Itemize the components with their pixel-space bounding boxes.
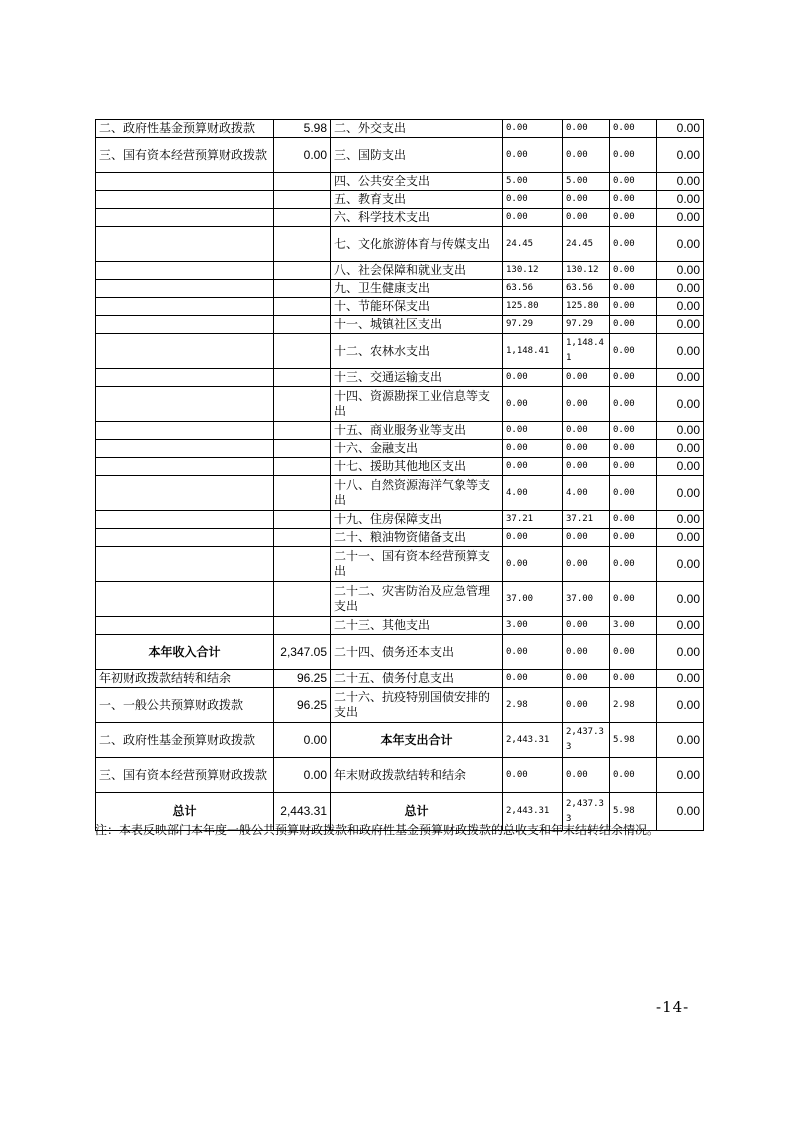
table-note: 注：本表反映部门本年度一般公共预算财政拨款和政府性基金预算财政拨款的总收支和年末结转结余情况。 — [95, 823, 660, 837]
expense-capital: 0.00 — [657, 670, 704, 688]
empty-cell — [274, 458, 331, 476]
expense-fund: 0.00 — [610, 511, 657, 529]
expense-total: 0.00 — [503, 120, 563, 138]
expense-capital: 0.00 — [657, 280, 704, 298]
empty-cell — [274, 422, 331, 440]
expense-general: 0.00 — [563, 387, 610, 422]
expense-fund: 0.00 — [610, 635, 657, 670]
expense-name: 十八、自然资源海洋气象等支出 — [331, 476, 503, 511]
expense-capital: 0.00 — [657, 635, 704, 670]
expense-total: 0.00 — [503, 440, 563, 458]
empty-cell — [274, 511, 331, 529]
income-label: 二、政府性基金预算财政拨款 — [96, 723, 274, 758]
expense-general: 0.00 — [563, 529, 610, 547]
empty-cell — [96, 511, 274, 529]
table-row — [96, 440, 704, 458]
expense-general: 63.56 — [563, 280, 610, 298]
empty-cell — [274, 298, 331, 316]
expense-capital: 0.00 — [657, 316, 704, 334]
expense-capital: 0.00 — [657, 547, 704, 582]
expense-name: 九、卫生健康支出 — [331, 280, 503, 298]
expense-fund: 0.00 — [610, 173, 657, 191]
expense-fund: 0.00 — [610, 387, 657, 422]
expense-capital: 0.00 — [657, 422, 704, 440]
expense-general: 0.00 — [563, 617, 610, 635]
expense-total: 0.00 — [503, 529, 563, 547]
table-row — [96, 582, 704, 617]
expense-general: 0.00 — [563, 688, 610, 723]
table-row — [96, 458, 704, 476]
income-total-label: 本年收入合计 — [96, 635, 274, 670]
expense-fund: 0.00 — [610, 440, 657, 458]
empty-cell — [274, 191, 331, 209]
empty-cell — [96, 191, 274, 209]
expense-name: 二十二、灾害防治及应急管理支出 — [331, 582, 503, 617]
expense-fund: 0.00 — [610, 369, 657, 387]
expense-capital: 0.00 — [657, 440, 704, 458]
expense-fund: 0.00 — [610, 529, 657, 547]
expense-total: 0.00 — [503, 369, 563, 387]
expense-name: 十六、金融支出 — [331, 440, 503, 458]
empty-cell — [96, 458, 274, 476]
expense-fund: 0.00 — [610, 209, 657, 227]
table-row — [96, 316, 704, 334]
expense-general: 0.00 — [563, 138, 610, 173]
empty-cell — [96, 298, 274, 316]
table-row — [96, 723, 704, 758]
expense-total: 2.98 — [503, 688, 563, 723]
expense-capital: 0.00 — [657, 387, 704, 422]
expense-total: 5.00 — [503, 173, 563, 191]
expense-capital: 0.00 — [657, 120, 704, 138]
expense-name: 年末财政拨款结转和结余 — [331, 758, 503, 793]
expense-total: 2,443.31 — [503, 793, 563, 831]
expense-capital: 0.00 — [657, 723, 704, 758]
expense-total: 0.00 — [503, 547, 563, 582]
expense-total: 0.00 — [503, 758, 563, 793]
table-row — [96, 120, 704, 138]
expense-name: 二十、粮油物资储备支出 — [331, 529, 503, 547]
expense-name: 二十一、国有资本经营预算支出 — [331, 547, 503, 582]
expense-fund: 0.00 — [610, 262, 657, 280]
table-row — [96, 670, 704, 688]
expense-name: 十二、农林水支出 — [331, 334, 503, 369]
expense-general: 37.00 — [563, 582, 610, 617]
expense-total: 63.56 — [503, 280, 563, 298]
expense-fund: 0.00 — [610, 458, 657, 476]
expense-general: 0.00 — [563, 120, 610, 138]
empty-cell — [96, 387, 274, 422]
empty-cell — [274, 440, 331, 458]
empty-cell — [96, 227, 274, 262]
expense-general: 2,437.33 — [563, 793, 610, 831]
expense-fund: 0.00 — [610, 670, 657, 688]
expense-total: 0.00 — [503, 458, 563, 476]
empty-cell — [274, 617, 331, 635]
expense-general: 0.00 — [563, 209, 610, 227]
empty-cell — [274, 529, 331, 547]
expense-total: 24.45 — [503, 227, 563, 262]
expense-general: 0.00 — [563, 369, 610, 387]
expense-capital: 0.00 — [657, 138, 704, 173]
empty-cell — [274, 173, 331, 191]
income-label: 一、一般公共预算财政拨款 — [96, 688, 274, 723]
expense-total: 130.12 — [503, 262, 563, 280]
expense-total: 2,443.31 — [503, 723, 563, 758]
expense-general: 0.00 — [563, 458, 610, 476]
income-label: 二、政府性基金预算财政拨款 — [96, 120, 274, 138]
empty-cell — [274, 476, 331, 511]
income-value: 96.25 — [274, 688, 331, 723]
income-value: 0.00 — [274, 758, 331, 793]
empty-cell — [96, 173, 274, 191]
expense-general: 0.00 — [563, 191, 610, 209]
empty-cell — [274, 334, 331, 369]
expense-fund: 0.00 — [610, 422, 657, 440]
expense-total: 0.00 — [503, 387, 563, 422]
expense-fund: 2.98 — [610, 688, 657, 723]
expense-name: 二、外交支出 — [331, 120, 503, 138]
table-row — [96, 227, 704, 262]
table-row — [96, 635, 704, 670]
expense-name: 二十五、债务付息支出 — [331, 670, 503, 688]
expense-fund: 0.00 — [610, 191, 657, 209]
table-row — [96, 369, 704, 387]
expense-total: 0.00 — [503, 209, 563, 227]
expense-fund: 0.00 — [610, 334, 657, 369]
expense-total: 37.00 — [503, 582, 563, 617]
empty-cell — [96, 529, 274, 547]
table-row — [96, 298, 704, 316]
expense-name: 十、节能环保支出 — [331, 298, 503, 316]
table-row — [96, 688, 704, 723]
expense-general: 125.80 — [563, 298, 610, 316]
income-value: 5.98 — [274, 120, 331, 138]
table-row — [96, 547, 704, 582]
expense-general: 0.00 — [563, 758, 610, 793]
income-label: 三、国有资本经营预算财政拨款 — [96, 138, 274, 173]
expense-grand-total-label: 总计 — [331, 793, 503, 831]
expense-total: 0.00 — [503, 138, 563, 173]
expense-fund: 0.00 — [610, 298, 657, 316]
expense-general: 0.00 — [563, 440, 610, 458]
expense-capital: 0.00 — [657, 227, 704, 262]
empty-cell — [274, 387, 331, 422]
expense-total: 0.00 — [503, 670, 563, 688]
expense-capital: 0.00 — [657, 298, 704, 316]
expense-general: 24.45 — [563, 227, 610, 262]
expense-name: 七、文化旅游体育与传媒支出 — [331, 227, 503, 262]
expense-name: 二十三、其他支出 — [331, 617, 503, 635]
table-row — [96, 209, 704, 227]
table-row — [96, 280, 704, 298]
grand-total-value: 2,443.31 — [274, 793, 331, 831]
expense-fund: 0.00 — [610, 280, 657, 298]
expense-fund: 0.00 — [610, 758, 657, 793]
expense-capital: 0.00 — [657, 334, 704, 369]
expense-capital: 0.00 — [657, 369, 704, 387]
expense-name: 十九、住房保障支出 — [331, 511, 503, 529]
expense-fund: 3.00 — [610, 617, 657, 635]
expense-fund: 0.00 — [610, 316, 657, 334]
expense-name: 十七、援助其他地区支出 — [331, 458, 503, 476]
expense-total: 3.00 — [503, 617, 563, 635]
empty-cell — [96, 334, 274, 369]
income-total-value: 2,347.05 — [274, 635, 331, 670]
table-row — [96, 334, 704, 369]
empty-cell — [96, 617, 274, 635]
expense-total: 0.00 — [503, 635, 563, 670]
empty-cell — [274, 209, 331, 227]
expense-capital: 0.00 — [657, 209, 704, 227]
page-number: -14- — [656, 998, 690, 1016]
expense-name: 二十四、债务还本支出 — [331, 635, 503, 670]
empty-cell — [274, 227, 331, 262]
table-row — [96, 511, 704, 529]
empty-cell — [96, 476, 274, 511]
empty-cell — [274, 547, 331, 582]
expense-total: 1,148.41 — [503, 334, 563, 369]
table-row — [96, 529, 704, 547]
table-row — [96, 387, 704, 422]
income-value: 0.00 — [274, 723, 331, 758]
empty-cell — [96, 209, 274, 227]
expense-capital: 0.00 — [657, 173, 704, 191]
empty-cell — [274, 280, 331, 298]
table-row — [96, 422, 704, 440]
empty-cell — [274, 316, 331, 334]
expense-fund: 0.00 — [610, 120, 657, 138]
expense-general: 4.00 — [563, 476, 610, 511]
expense-total: 97.29 — [503, 316, 563, 334]
expense-name: 五、教育支出 — [331, 191, 503, 209]
income-label: 三、国有资本经营预算财政拨款 — [96, 758, 274, 793]
empty-cell — [96, 440, 274, 458]
expense-capital: 0.00 — [657, 511, 704, 529]
empty-cell — [96, 422, 274, 440]
empty-cell — [96, 547, 274, 582]
table-row — [96, 262, 704, 280]
expense-total: 37.21 — [503, 511, 563, 529]
expense-name: 四、公共安全支出 — [331, 173, 503, 191]
fiscal-table — [95, 119, 704, 831]
expense-name: 十三、交通运输支出 — [331, 369, 503, 387]
expense-capital: 0.00 — [657, 758, 704, 793]
expense-general: 97.29 — [563, 316, 610, 334]
expense-fund: 5.98 — [610, 793, 657, 831]
expense-capital: 0.00 — [657, 476, 704, 511]
expense-total-label: 本年支出合计 — [331, 723, 503, 758]
expense-name: 三、国防支出 — [331, 138, 503, 173]
expense-total: 125.80 — [503, 298, 563, 316]
table-row — [96, 173, 704, 191]
empty-cell — [96, 262, 274, 280]
expense-name: 二十六、抗疫特别国债安排的支出 — [331, 688, 503, 723]
empty-cell — [96, 369, 274, 387]
expense-capital: 0.00 — [657, 688, 704, 723]
expense-fund: 5.98 — [610, 723, 657, 758]
expense-general: 0.00 — [563, 547, 610, 582]
expense-fund: 0.00 — [610, 476, 657, 511]
empty-cell — [96, 582, 274, 617]
expense-capital: 0.00 — [657, 793, 704, 831]
expense-general: 5.00 — [563, 173, 610, 191]
income-value: 96.25 — [274, 670, 331, 688]
table-row — [96, 191, 704, 209]
expense-total: 0.00 — [503, 191, 563, 209]
expense-capital: 0.00 — [657, 582, 704, 617]
expense-fund: 0.00 — [610, 138, 657, 173]
expense-name: 十四、资源勘探工业信息等支出 — [331, 387, 503, 422]
empty-cell — [96, 316, 274, 334]
expense-name: 八、社会保障和就业支出 — [331, 262, 503, 280]
empty-cell — [274, 582, 331, 617]
expense-total: 0.00 — [503, 422, 563, 440]
table-row — [96, 617, 704, 635]
expense-general: 0.00 — [563, 422, 610, 440]
empty-cell — [274, 369, 331, 387]
expense-capital: 0.00 — [657, 617, 704, 635]
expense-name: 十一、城镇社区支出 — [331, 316, 503, 334]
empty-cell — [96, 280, 274, 298]
expense-general: 0.00 — [563, 670, 610, 688]
expense-capital: 0.00 — [657, 458, 704, 476]
table-row — [96, 476, 704, 511]
grand-total-label: 总计 — [96, 793, 274, 831]
table-row — [96, 758, 704, 793]
empty-cell — [274, 262, 331, 280]
income-value: 0.00 — [274, 138, 331, 173]
expense-fund: 0.00 — [610, 547, 657, 582]
expense-capital: 0.00 — [657, 529, 704, 547]
expense-general: 130.12 — [563, 262, 610, 280]
expense-total: 4.00 — [503, 476, 563, 511]
expense-capital: 0.00 — [657, 262, 704, 280]
expense-general: 1,148.41 — [563, 334, 610, 369]
expense-general: 37.21 — [563, 511, 610, 529]
expense-general: 0.00 — [563, 635, 610, 670]
expense-capital: 0.00 — [657, 191, 704, 209]
expense-fund: 0.00 — [610, 582, 657, 617]
expense-name: 六、科学技术支出 — [331, 209, 503, 227]
expense-general: 2,437.33 — [563, 723, 610, 758]
expense-name: 十五、商业服务业等支出 — [331, 422, 503, 440]
expense-fund: 0.00 — [610, 227, 657, 262]
table-row — [96, 138, 704, 173]
income-label: 年初财政拨款结转和结余 — [96, 670, 274, 688]
